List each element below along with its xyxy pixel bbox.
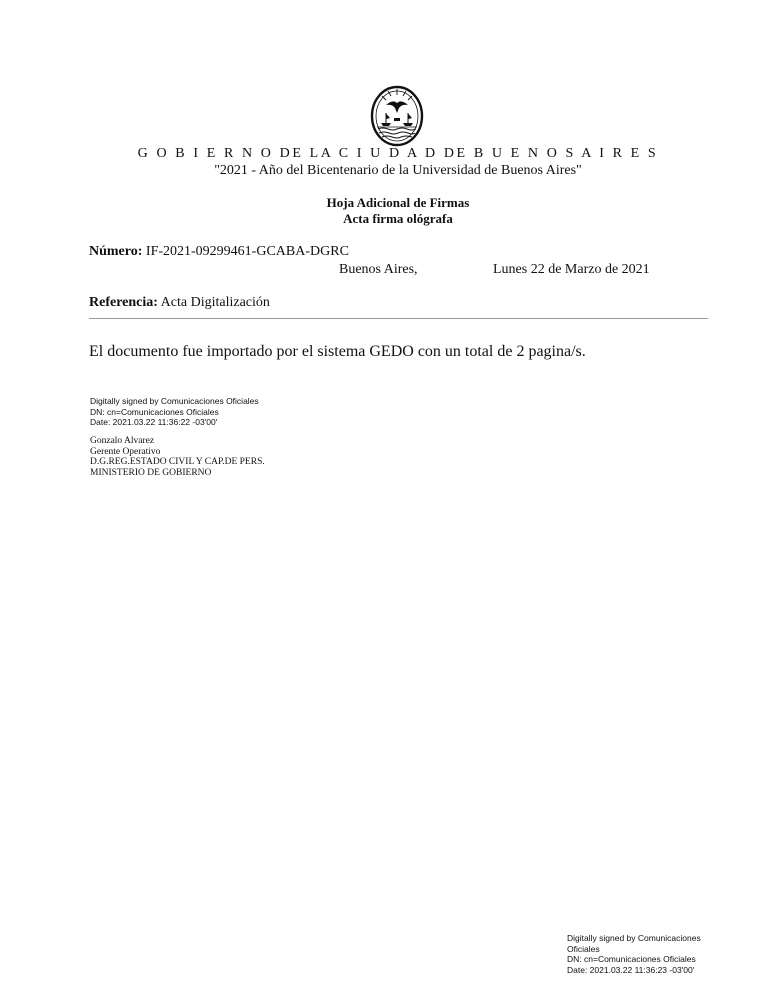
footer-signature-line: DN: cn=Comunicaciones Oficiales [567, 954, 696, 964]
buenos-aires-coat-of-arms-icon [369, 81, 425, 147]
signer-name: Gonzalo Alvarez [90, 436, 155, 446]
signer-ministry: MINISTERIO DE GOBIERNO [90, 467, 212, 478]
digital-signature-line: Digitally signed by Comunicaciones Oficiales [90, 396, 259, 406]
government-motto: "2021 - Año del Bicentenario de la Universidad de Buenos Aires" [214, 163, 582, 178]
document-number-row [89, 244, 349, 260]
document-number-value: IF-2021-09299461-GCABA-DGRC [145, 244, 349, 259]
digital-signature-line: DN: cn=Comunicaciones Oficiales [90, 406, 219, 417]
sheet-title [0, 195, 768, 227]
document-number-label: Número: [89, 244, 143, 259]
reference-row [89, 295, 270, 311]
sheet-title-line-1: Hoja Adicional de Firmas [326, 195, 470, 210]
signer-role: Gerente Operativo [90, 446, 161, 457]
footer-signature-line: Digitally signed by Comunicaciones [567, 933, 701, 943]
reference-value: Acta Digitalización [160, 295, 270, 310]
footer-signature-line: Oficiales [567, 943, 600, 954]
digital-signature-line: Date: 2021.03.22 11:36:22 -03'00' [90, 417, 218, 427]
body-text: El documento fue importado por el sistema GEDO con un total de 2 pagina/s. [89, 343, 586, 360]
footer-digital-signature-stamp [567, 933, 701, 975]
footer-signature-line: Date: 2021.03.22 11:36:23 -03'00' [567, 964, 695, 975]
document-place: Buenos Aires, [339, 262, 418, 277]
header-divider [89, 318, 708, 319]
document-date: Lunes 22 de Marzo de 2021 [493, 262, 650, 277]
digital-signature-stamp [90, 396, 259, 428]
reference-label: Referencia: [89, 295, 158, 310]
sheet-title-line-2: Acta firma ológrafa [343, 211, 453, 226]
signer-office: D.G.REG.ESTADO CIVIL Y CAP.DE PERS. [90, 457, 265, 467]
signer-block [90, 436, 265, 478]
government-name: G O B I E R N O DE LA C I U D A D DE B U E N O S A I R E S [137, 146, 659, 161]
